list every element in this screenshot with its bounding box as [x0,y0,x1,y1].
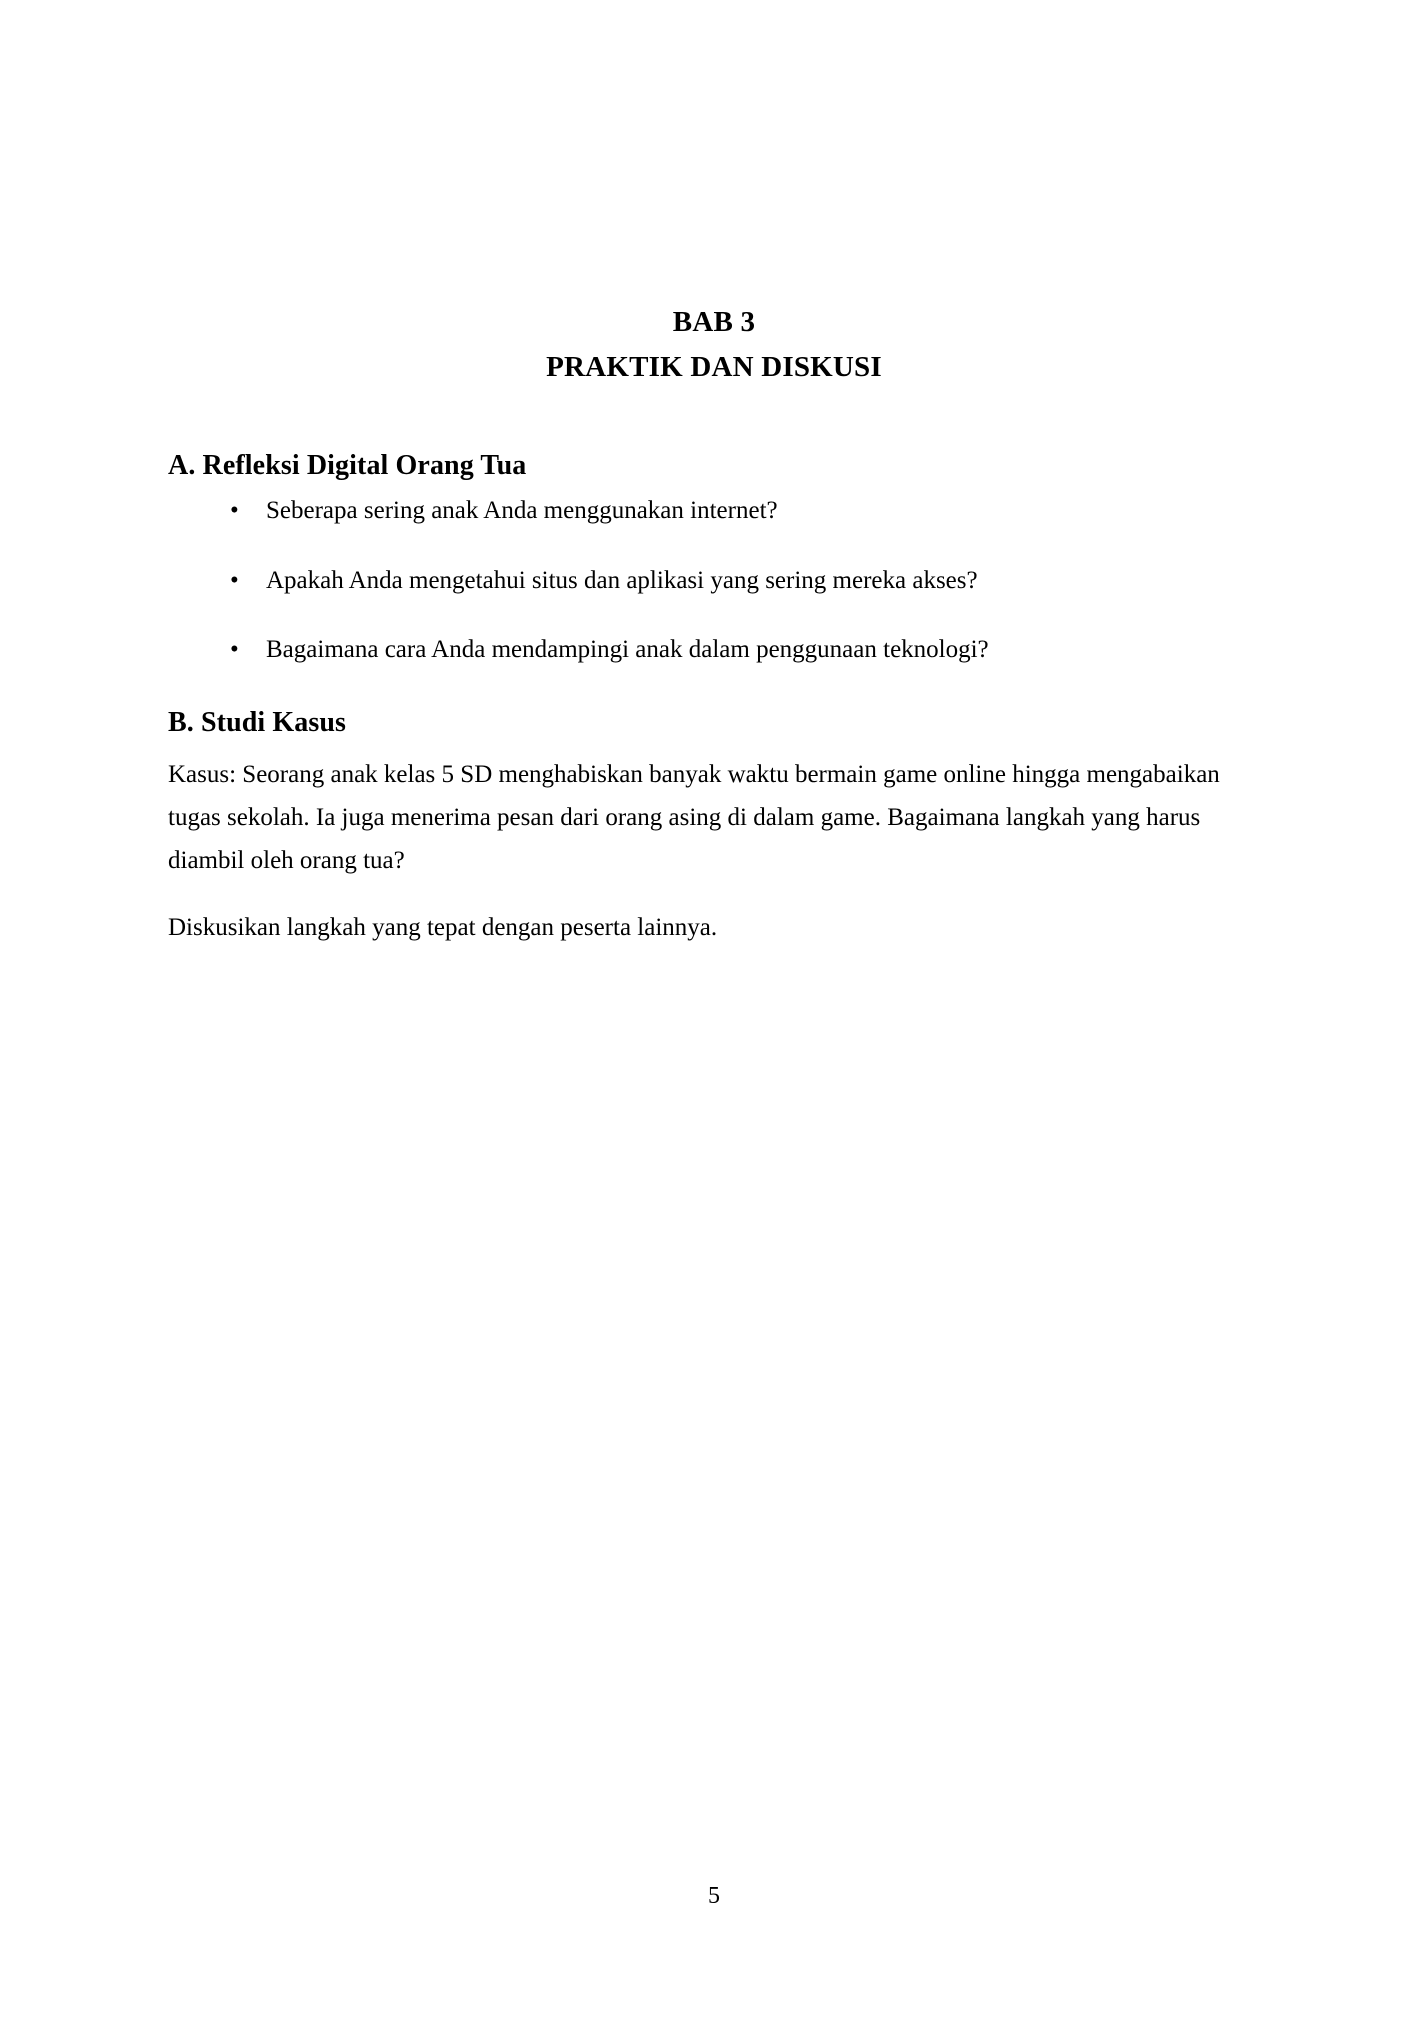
discussion-paragraph: Diskusikan langkah yang tepat dengan peserta lainnya. [168,914,718,942]
reflection-question-list [168,494,1260,667]
list-item-label: Apakah Anda mengetahui situs dan aplikasi yang sering mereka akses? [266,566,978,594]
bullet-icon: • [230,636,239,664]
list-item [168,633,1260,667]
bullet-icon: • [230,496,239,524]
list-item [168,564,1260,598]
case-study-paragraph: Kasus: Seorang anak kelas 5 SD menghabiskan banyak waktu bermain game online hingga mengabaikan tugas sekolah. Ia juga menerima pesan dari orang asing di dalam game. Bagaimana langkah yang harus diambil oleh orang tua? [168,761,1220,875]
list-item-label: Bagaimana cara Anda mendampingi anak dalam penggunaan teknologi? [266,636,989,664]
bullet-icon: • [230,566,239,594]
section-heading-a: A. Refleksi Digital Orang Tua [168,449,527,481]
chapter-label: BAB 3 [672,306,756,338]
section-heading-b: B. Studi Kasus [168,707,347,739]
document-title-block [168,0,1260,390]
list-item-label: Seberapa sering anak Anda menggunakan internet? [266,496,778,524]
chapter-title: PRAKTIK DAN DISKUSI [546,350,882,383]
page-number: 5 [708,1883,720,1909]
list-item [168,494,1260,528]
